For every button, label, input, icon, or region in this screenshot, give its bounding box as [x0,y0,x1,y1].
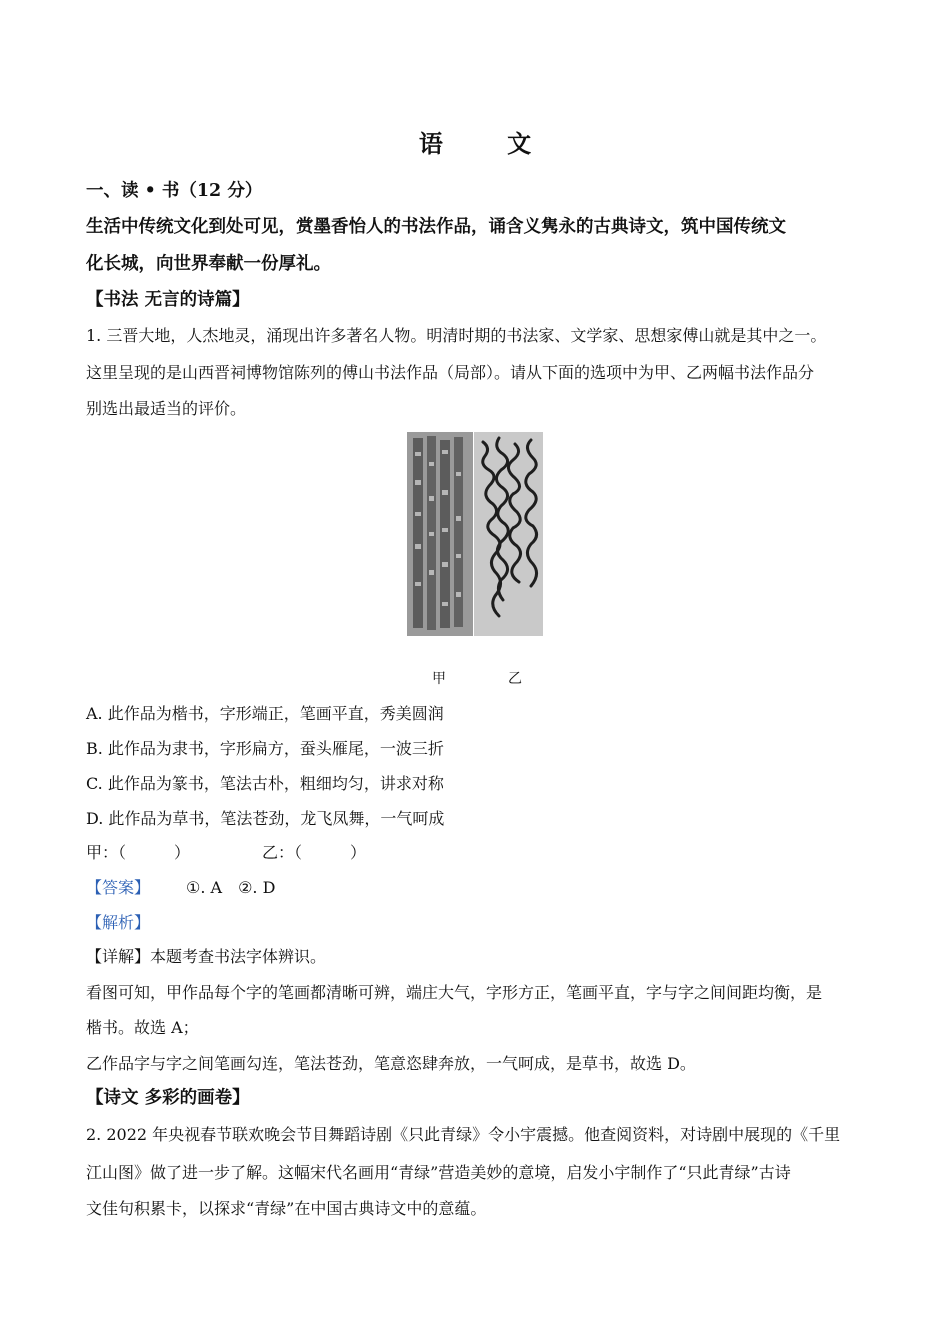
caption-yi: 乙 [508,671,522,687]
question-2-line-2: 江山图》做了进一步了解。这幅宋代名画用“青绿”营造美妙的意境，启发小宇制作了“只此青绿”古诗 [86,1163,791,1182]
answer-label: 【答案】 [86,878,151,897]
part-heading-poetry: 【诗文 多彩的画卷】 [86,1088,250,1108]
page-title: 语 文 [418,129,560,158]
detail-paragraph-2: 乙作品字与字之间笔画勾连，笔法苍劲，笔意恣肆奔放，一气呵成，是草书，故选 D。 [86,1054,696,1073]
answer-blanks: 甲：（ ） 乙：（ ） [86,843,367,862]
option-b: B. 此作品为隶书，字形扁方，蚕头雁尾，一波三折 [86,739,444,758]
section-heading: 一、读 • 书（12 分） [86,181,263,201]
detail-paragraph-1-line-1: 看图可知，甲作品每个字的笔画都清晰可辨，端庄大气，字形方正，笔画平直，字与字之间间距均衡，是 [86,983,823,1002]
caption-jia: 甲 [432,671,446,687]
detail-paragraph-1-line-2: 楷书。故选 A； [86,1018,199,1037]
question-2-line-1: 2. 2022 年央视春节联欢晚会节目舞蹈诗剧《只此青绿》令小宇震撼。他查阅资料，对诗剧中展现的《千里 [86,1125,841,1144]
question-1-line-1: 1. 三晋大地，人杰地灵，涌现出许多著名人物。明清时期的书法家、文学家、思想家傅山就是其中之一。 [86,326,827,345]
question-1-line-2: 这里呈现的是山西晋祠博物馆陈列的傅山书法作品（局部）。请从下面的选项中为甲、乙两幅书法作品分 [86,363,815,382]
part-heading-calligraphy: 【书法 无言的诗篇】 [86,290,250,310]
option-a: A. 此作品为楷书，字形端正，笔画平直，秀美圆润 [86,704,444,723]
detail-line: 【详解】本题考查书法字体辨识。 [86,947,327,966]
question-1-line-3: 别选出最适当的评价。 [86,399,247,418]
question-2-line-3: 文佳句积累卡，以探求“青绿”在中国古典诗文中的意蕴。 [86,1199,487,1218]
calligraphy-image [407,432,543,636]
section-intro-line-2: 化长城，向世界奉献一份厚礼。 [86,254,331,274]
analysis-label: 【解析】 [86,913,151,932]
answer-value: ①. A ②. D [186,878,276,897]
option-c: C. 此作品为篆书，笔法古朴，粗细均匀，讲求对称 [86,774,444,793]
option-d: D. 此作品为草书，笔法苍劲，龙飞凤舞，一气呵成 [86,809,445,828]
section-intro-line-1: 生活中传统文化到处可见，赏墨香怡人的书法作品，诵含义隽永的古典诗文，筑中国传统文 [86,217,786,237]
